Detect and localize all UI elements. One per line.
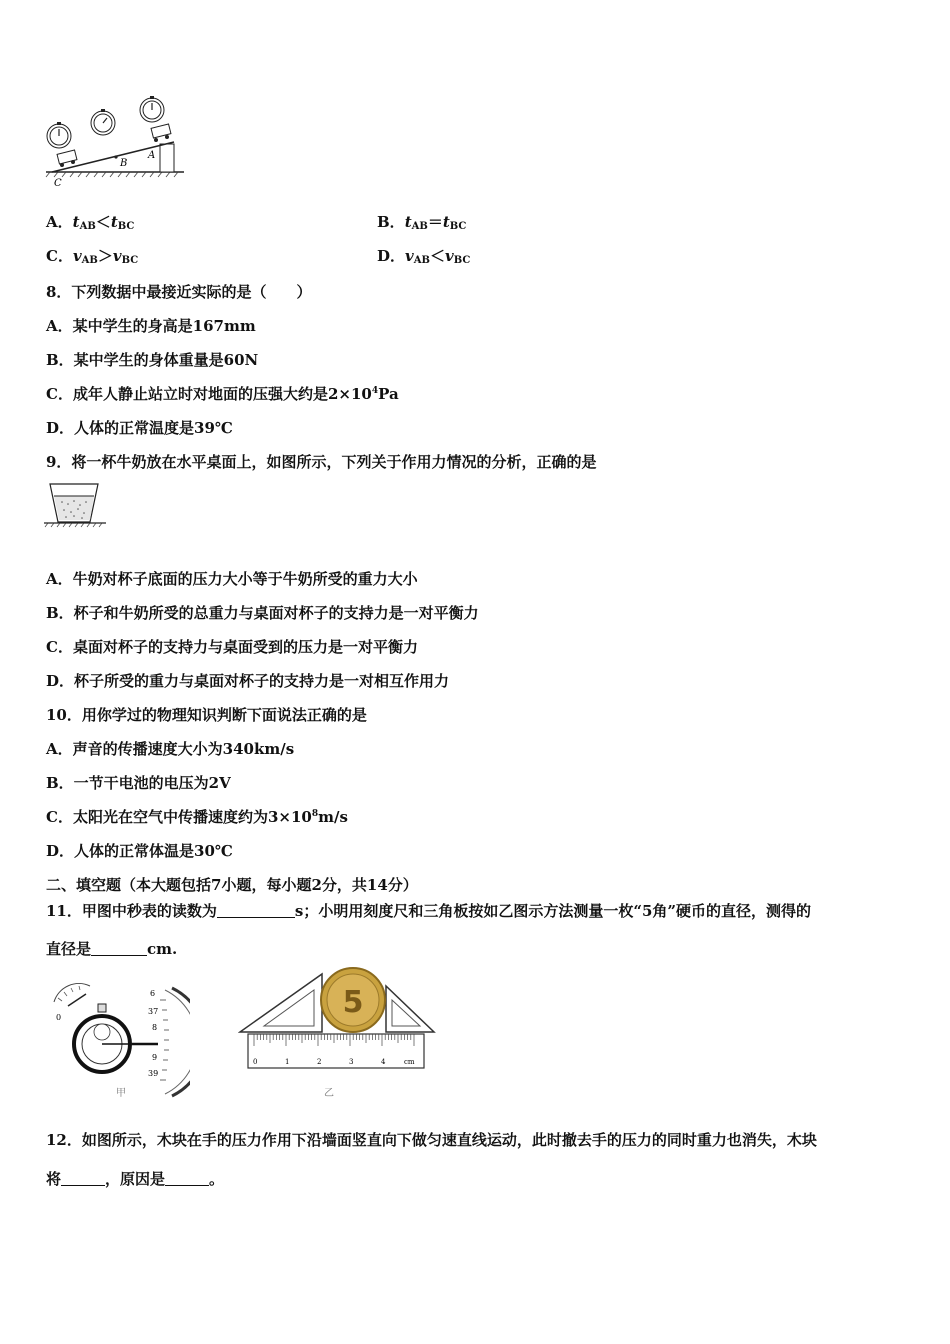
- ruler-unit-label: cm: [404, 1058, 415, 1066]
- ruler-label-3: 3: [349, 1058, 354, 1066]
- point-b-label: B: [120, 158, 128, 169]
- dial-number-4: 9: [152, 1053, 158, 1062]
- point-c-label: C: [54, 178, 62, 188]
- q7-option-a: A．$t_{AB}<t_{BC}$: [46, 213, 135, 232]
- q8-option-d: D．人体的正常温度是39℃: [46, 419, 233, 437]
- q7-option-d: D．$v_{AB}<v_{BC}$: [377, 247, 471, 266]
- q7-option-b: B．$t_{AB}=t_{BC}$: [377, 213, 467, 232]
- incline-timer-figure: [44, 96, 189, 188]
- q10-stem: 10．用你学过的物理知识判断下面说法正确的是: [46, 706, 367, 724]
- q8-option-b: B．某中学生的身体重量是60N: [46, 351, 259, 369]
- q10-option-d: D．人体的正常体温是30℃: [46, 842, 233, 860]
- q9-option-a: A．牛奶对杯子底面的压力大小等于牛奶所受的重力大小: [46, 570, 418, 588]
- ruler-label-1: 1: [285, 1058, 290, 1066]
- section-heading: 二、填空题（本大题包括7小题，每小题2分，共14分）: [46, 876, 418, 894]
- q9-stem: 9．将一杯牛奶放在水平桌面上，如图所示，下列关于作用力情况的分析，正确的是: [46, 453, 597, 471]
- dial-number-6: 0: [56, 1013, 62, 1022]
- point-a-label: A: [148, 150, 156, 161]
- q8-option-c: C．成年人静止站立时对地面的压强大约是$2\times 10^4Pa$: [46, 385, 399, 403]
- q8-option-a: A．某中学生的身高是167mm: [46, 317, 256, 335]
- q11-line2: 直径是 cm.: [46, 940, 178, 958]
- q10-option-a: A．声音的传播速度大小为340km/s: [46, 740, 295, 758]
- stopwatch-figure: [50, 980, 190, 1100]
- ruler-label-4: 4: [381, 1058, 386, 1066]
- milk-cup-figure: [44, 482, 108, 532]
- q8-stem: 8．下列数据中最接近实际的是（ ）: [46, 283, 312, 301]
- q9-option-c: C．桌面对杯子的支持力与桌面受到的压力是一对平衡力: [46, 638, 418, 656]
- q11-line1: 11．甲图中秒表的读数为 s；小明用刻度尺和三角板按如乙图示方法测量一枚“5角”硬币的直径，测得的: [46, 902, 812, 920]
- dial-number-2: 37: [148, 1007, 159, 1016]
- coin-ruler-figure: [238, 962, 438, 1099]
- q10-option-c: C．太阳光在空气中传播速度约为$3\times 10^8m/s$: [46, 808, 348, 826]
- q10-option-b: B．一节干电池的电压为2V: [46, 774, 231, 792]
- ruler-label-2: 2: [317, 1058, 322, 1066]
- dial-number-5: 39: [148, 1069, 159, 1078]
- ruler-label-0: 0: [253, 1058, 258, 1066]
- q9-option-d: D．杯子所受的重力与桌面对杯子的支持力是一对相互作用力: [46, 672, 450, 690]
- q12-line2: 将 ，原因是 。: [46, 1170, 225, 1188]
- q12-line1: 12．如图所示，木块在手的压力作用下沿墙面竖直向下做匀速直线运动，此时撤去手的压力的同时重力也消失，木块: [46, 1131, 817, 1149]
- coin-label: 5: [342, 985, 364, 1020]
- figure-caption-jia: 甲: [116, 1088, 126, 1099]
- q9-option-b: B．杯子和牛奶所受的总重力与桌面对杯子的支持力是一对平衡力: [46, 604, 479, 622]
- q7-option-c: C．$v_{AB}>v_{BC}$: [46, 247, 139, 266]
- dial-number-3: 8: [152, 1023, 158, 1032]
- figure-caption-yi: 乙: [324, 1088, 334, 1099]
- dial-number-1: 6: [150, 989, 156, 998]
